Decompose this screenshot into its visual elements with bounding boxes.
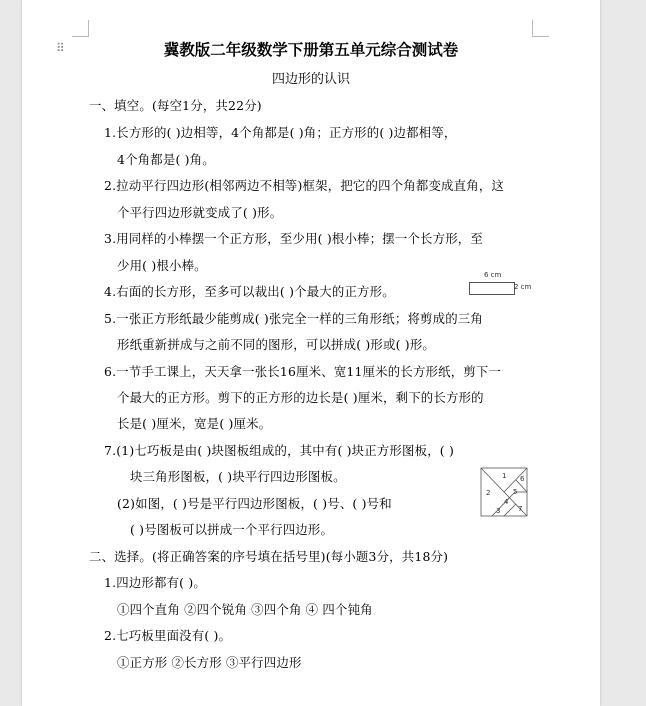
rectangle-figure [469,282,515,295]
margin-corner-mark [72,20,89,37]
tangram-label: 2 [486,489,491,497]
question-text: (2)如图，( )号是平行四边形图板，( )号、( )号和 [117,496,392,511]
margin-corner-mark [532,20,549,37]
document-page [22,0,600,706]
document-title: 冀教版二年级数学下册第五单元综合测试卷 [163,41,459,59]
question-text: 1.四边形都有( )。 [104,575,206,590]
tangram-label: 6 [520,475,525,483]
question-text: 个平行四边形就变成了( )形。 [117,205,283,220]
document-subtitle: 四边形的认识 [271,72,350,87]
drag-handle-icon[interactable]: ⠿ [56,41,66,55]
question-text: 7.(1)七巧板是由( )块图板组成的，其中有( )块正方形图板，( ) [104,443,454,458]
tangram-label: 4 [504,498,509,506]
answer-options: ①正方形 ②长方形 ③平行四边形 [117,655,302,670]
question-text: 4个角都是( )角。 [117,152,215,167]
rect-height-label: 2 cm [514,283,532,291]
question-text: 4.右面的长方形，至多可以裁出( )个最大的正方形。 [104,284,395,299]
question-text: 3.用同样的小棒摆一个正方形，至少用( )根小棒；摆一个长方形，至 [104,231,483,246]
question-text: 少用( )根小棒。 [117,258,207,273]
question-text: 2.拉动平行四边形(相邻两边不相等)框架，把它的四个角都变成直角，这 [104,178,505,193]
question-text: 个最大的正方形。剪下的正方形的边长是( )厘米，剩下的长方形的 [117,390,484,405]
tangram-label: 7 [518,505,523,513]
question-text: 2.七巧板里面没有( )。 [104,628,232,643]
tangram-label: 1 [502,472,507,480]
question-text: 5.一张正方形纸最少能剪成( )张完全一样的三角形纸；将剪成的三角 [104,311,483,326]
question-text: 长是( )厘米，宽是( )厘米。 [117,416,272,431]
section-heading: 一、填空。(每空1分，共22分) [89,98,262,113]
answer-options: ①四个直角 ②四个锐角 ③四个角 ④ 四个钝角 [117,602,373,617]
question-text: 6.一节手工课上，天天拿一张长16厘米、宽11厘米的长方形纸，剪下一 [104,364,502,379]
tangram-label: 5 [513,488,518,496]
tangram-label: 3 [496,507,501,515]
question-text: ( )号图板可以拼成一个平行四边形。 [130,522,334,537]
section-heading: 二、选择。(将正确答案的序号填在括号里)(每小题3分，共18分) [89,549,449,564]
rect-width-label: 6 cm [484,271,502,279]
tangram-figure [480,467,528,517]
question-text: 形纸重新拼成与之前不同的图形，可以拼成( )形或( )形。 [117,337,435,352]
question-text: 块三角形图板，( )块平行四边形图板。 [130,469,346,484]
question-text: 1.长方形的( )边相等，4个角都是( )角；正方形的( )边都相等， [104,125,457,140]
